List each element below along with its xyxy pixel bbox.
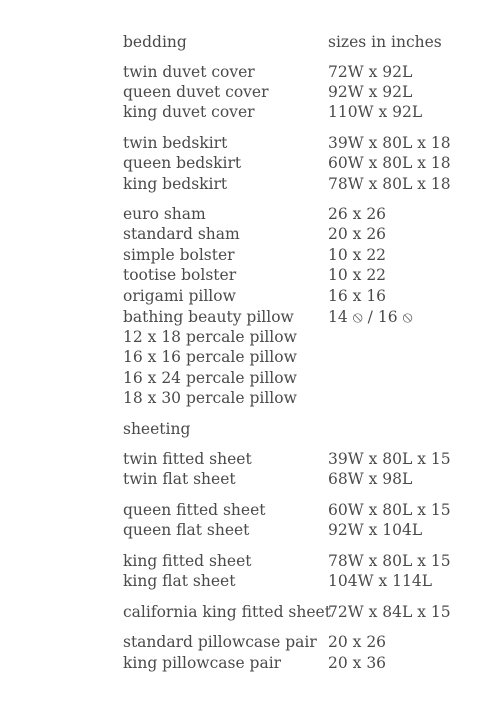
list-item	[0, 449, 499, 469]
item-size: 78W x 80L x 15	[328, 552, 451, 570]
list-item	[0, 153, 499, 173]
section-heading-sheeting	[0, 419, 499, 439]
list-item	[0, 632, 499, 652]
list-item	[0, 102, 499, 122]
item-name: 12 x 18 percale pillow	[123, 328, 297, 346]
item-size: 72W x 92L	[328, 63, 413, 81]
item-name: 16 x 16 percale pillow	[123, 348, 297, 366]
item-name: king fitted sheet	[123, 552, 252, 570]
item-size: 68W x 98L	[328, 470, 413, 488]
list-item	[0, 82, 499, 102]
heading-label: sheeting	[123, 420, 191, 438]
item-name: standard pillowcase pair	[123, 633, 317, 651]
item-size: 20 x 26	[328, 225, 387, 243]
item-name: 18 x 30 percale pillow	[123, 389, 297, 407]
item-size: 20 x 36	[328, 654, 387, 672]
list-item	[0, 368, 499, 388]
item-name: twin duvet cover	[123, 63, 255, 81]
item-name: origami pillow	[123, 287, 236, 305]
section-heading-bedding	[0, 32, 499, 52]
list-item	[0, 469, 499, 489]
list-item	[0, 307, 499, 327]
list-item	[0, 265, 499, 285]
list-item	[0, 653, 499, 673]
item-size: 16 x 16	[328, 287, 387, 305]
list-item	[0, 347, 499, 367]
item-size: 26 x 26	[328, 205, 387, 223]
list-item	[0, 602, 499, 622]
item-name: twin bedskirt	[123, 134, 228, 152]
item-size: 92W x 92L	[328, 83, 413, 101]
item-name: twin fitted sheet	[123, 450, 252, 468]
list-item	[0, 551, 499, 571]
list-item	[0, 204, 499, 224]
item-size: 110W x 92L	[328, 103, 423, 121]
item-size: 104W x 114L	[328, 572, 432, 590]
list-item	[0, 286, 499, 306]
item-size: 78W x 80L x 18	[328, 175, 451, 193]
item-name: tootise bolster	[123, 266, 237, 284]
item-name: 16 x 24 percale pillow	[123, 369, 297, 387]
item-name: king bedskirt	[123, 175, 228, 193]
item-size: 39W x 80L x 15	[328, 450, 451, 468]
list-item	[0, 520, 499, 540]
item-size: 60W x 80L x 15	[328, 501, 451, 519]
list-item	[0, 245, 499, 265]
list-item	[0, 224, 499, 244]
item-size: 20 x 26	[328, 633, 387, 651]
item-name: standard sham	[123, 225, 240, 243]
item-name: bathing beauty pillow	[123, 308, 294, 326]
item-name: queen bedskirt	[123, 154, 242, 172]
item-size: 10 x 22	[328, 266, 387, 284]
item-size: 72W x 84L x 15	[328, 603, 451, 621]
item-name: california king fitted sheet	[123, 603, 331, 621]
list-item	[0, 327, 499, 347]
item-name: king pillowcase pair	[123, 654, 282, 672]
list-item	[0, 174, 499, 194]
item-name: euro sham	[123, 205, 206, 223]
item-size: 39W x 80L x 18	[328, 134, 451, 152]
list-item	[0, 133, 499, 153]
item-name: queen fitted sheet	[123, 501, 266, 519]
item-name: queen duvet cover	[123, 83, 269, 101]
list-item	[0, 571, 499, 591]
item-name: king flat sheet	[123, 572, 236, 590]
item-name: king duvet cover	[123, 103, 255, 121]
list-item	[0, 500, 499, 520]
list-item	[0, 62, 499, 82]
heading-sizes-label: sizes in inches	[328, 33, 442, 51]
item-name: queen flat sheet	[123, 521, 250, 539]
list-item	[0, 388, 499, 408]
item-size: 92W x 104L	[328, 521, 423, 539]
item-size: 14 ⦸ / 16 ⦸	[328, 308, 413, 326]
item-size: 60W x 80L x 18	[328, 154, 451, 172]
heading-label: bedding	[123, 33, 187, 51]
item-name: simple bolster	[123, 246, 235, 264]
item-name: twin flat sheet	[123, 470, 236, 488]
item-size: 10 x 22	[328, 246, 387, 264]
